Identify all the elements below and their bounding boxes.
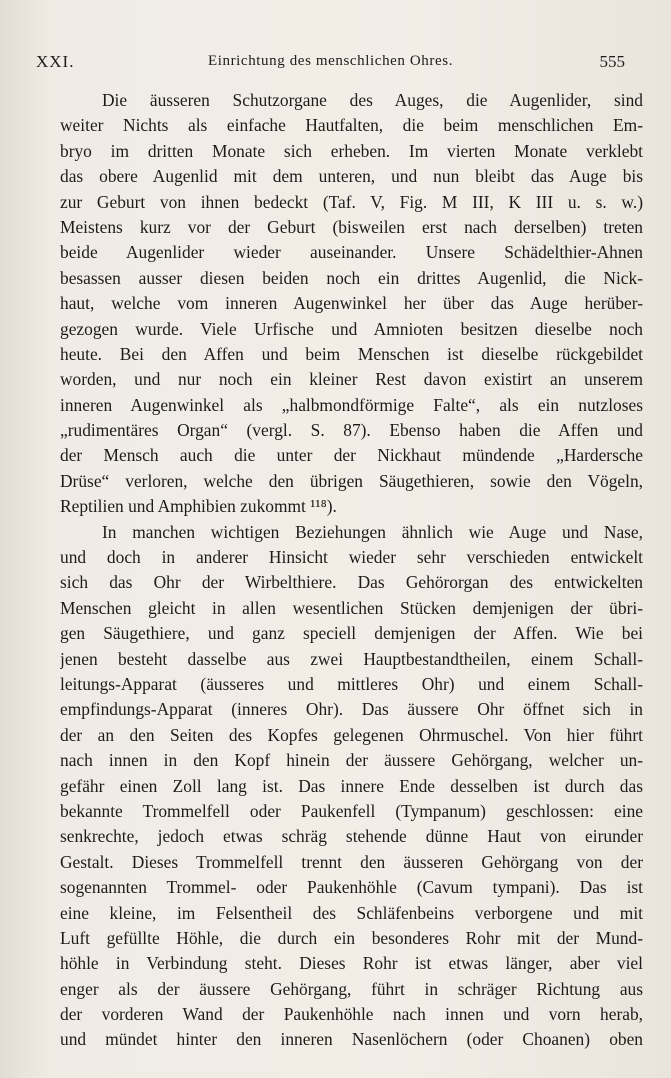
text-line: „rudimentäres Organ“ (vergl. S. 87). Ebenso haben die Affen und [60,420,643,441]
text-line: empfindungs-Apparat (inneres Ohr). Das äussere Ohr öffnet sich in [60,699,643,720]
text-line: gefähr einen Zoll lang ist. Das innere Ende desselben ist durch das [60,775,643,796]
text-line: und doch in anderer Hinsicht wieder sehr verschieden entwickelt [60,547,643,568]
text-line: haut, welche vom inneren Augenwinkel her über das Auge herüber- [60,293,643,314]
body-text [60,88,643,1053]
text-line: und mündet hinter den inneren Nasenlöchern (oder Choanen) oben [60,1029,643,1050]
running-title: Einrichtung des menschlichen Ohres. [207,53,454,69]
text-line: der vorderen Wand der Paukenhöhle nach innen und vorn herab, [60,1004,643,1025]
text-line: beide Augenlider wieder auseinander. Unsere Schädelthier-Ahnen [60,242,643,263]
text-line: jenen besteht dasselbe aus zwei Hauptbestandtheilen, einem Schall- [60,648,643,669]
text-line: Luft gefüllte Höhle, die durch ein besonderes Rohr mit der Mund- [60,927,643,948]
text-line: Gestalt. Dieses Trommelfell trennt den äusseren Gehörgang von der [60,851,643,872]
text-line: der an den Seiten des Kopfes gelegenen Ohrmuschel. Von hier führt [60,724,643,745]
page-number: 555 [599,52,625,71]
text-line: eine kleine, im Felsentheil des Schläfenbeins verborgene und mit [60,902,643,923]
text-line: worden, und nur noch ein kleiner Rest davon existirt an unserem [60,369,643,390]
text-line: gezogen wurde. Viele Urfische und Amnioten besitzen dieselbe noch [60,318,643,339]
text-line: enger als der äussere Gehörgang, führt in schräger Richtung aus [60,978,643,999]
text-line: weiter Nichts als einfache Hautfalten, die beim menschlichen Em- [60,115,643,136]
text-line: der Mensch auch die unter der Nickhaut mündende „Hardersche [60,445,643,466]
text-line: inneren Augenwinkel als „halbmondförmige Falte“, als ein nutzloses [60,394,643,415]
text-line: Die äusseren Schutzorgane des Auges, die Augenlider, sind [102,90,643,110]
running-header [36,52,625,80]
text-line: Drüse“ verloren, welche den übrigen Säugethieren, sowie den Vögeln, [60,470,643,491]
text-line: bekannte Trommelfell oder Paukenfell (Tympanum) geschlossen: eine [60,800,643,821]
text-line: Menschen gleicht in allen wesentlichen Stücken demjenigen der übri- [60,597,643,618]
text-line: höhle in Verbindung steht. Dieses Rohr ist etwas länger, aber viel [60,953,643,974]
text-line: senkrechte, jedoch etwas schräg stehende dünne Haut von eirunder [60,826,643,847]
text-line: besassen ausser diesen beiden noch ein drittes Augenlid, die Nick- [60,267,643,288]
text-line: leitungs-Apparat (äusseres und mittleres Ohr) und einem Schall- [60,673,643,694]
text-line: zur Geburt von ihnen bedeckt (Taf. V, Fig. M III, K III u. s. w.) [60,191,643,212]
text-line: sogenannten Trommel- oder Paukenhöhle (Cavum tympani). Das ist [60,877,643,898]
text-line: nach innen in den Kopf hinein der äussere Gehörgang, welcher un- [60,750,643,771]
text-line: Meistens kurz vor der Geburt (bisweilen erst nach derselben) treten [60,216,643,237]
text-line: Reptilien und Amphibien zukommt ¹¹⁸). [60,496,337,517]
text-line: gen Säugethiere, und ganz speciell demjenigen der Affen. Wie bei [60,623,643,644]
text-line: sich das Ohr der Wirbelthiere. Das Gehörorgan des entwickelten [60,572,643,593]
chapter-number: XXI. [36,52,75,71]
text-line: In manchen wichtigen Beziehungen ähnlich wie Auge und Nase, [102,521,643,542]
text-line: bryo im dritten Monate sich erheben. Im vierten Monate verklebt [60,140,643,161]
text-line: heute. Bei den Affen und beim Menschen ist dieselbe rückgebildet [60,343,643,364]
text-line: das obere Augenlid mit dem unteren, und nun bleibt das Auge bis [60,166,643,187]
